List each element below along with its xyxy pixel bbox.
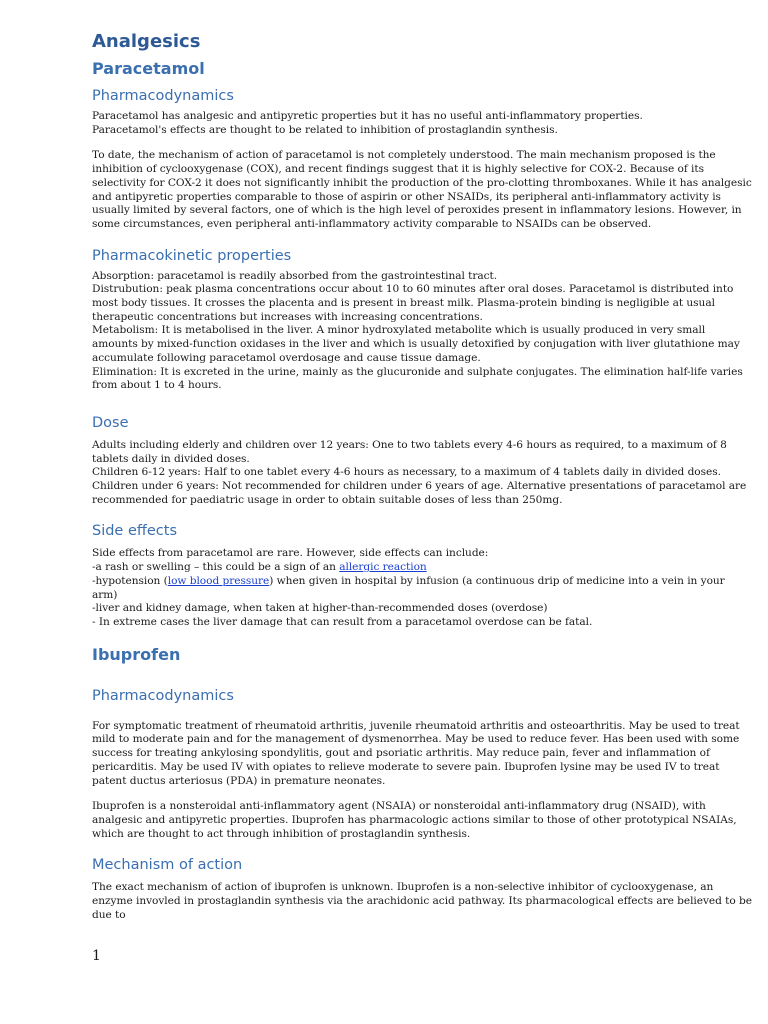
- ibuprofen-pharmacodynamics-heading: Pharmacodynamics: [92, 687, 234, 704]
- pk-absorption: Absorption: paracetamol is readily absorbed from the gastrointestinal tract.: [92, 269, 498, 282]
- dose-adults: Adults including elderly and children over 12 years: One to two tablets every 4-6 hours as required, to a maximum of 8 tablets daily in divided doses.: [92, 438, 727, 465]
- dose-children: Children 6-12 years: Half to one tablet every 4-6 hours as necessary, to a maximum of 4 tablets daily in divided doses.: [92, 466, 721, 479]
- side-effect-rash-text: -a rash or swelling – this could be a sign of an: [92, 561, 340, 574]
- paracetamol-heading: Paracetamol: [92, 59, 205, 78]
- pk-distribution: Distrubution: peak plasma concentrations occur about 10 to 60 minutes after oral doses. Paracetamol is distributed into most body tissues. It crosses the placenta and is present in breast milk. Plasma-protein binding is negligible at usual therapeutic concentrations but increases with increasing concentrations.: [92, 283, 734, 323]
- low-blood-pressure-link[interactable]: low blood pressure: [167, 574, 270, 587]
- side-effect-hypotension: [92, 575, 752, 602]
- side-effect-rash: [92, 561, 752, 575]
- paracetamol-side-effects-heading: Side effects: [92, 523, 178, 540]
- page-number: 1: [92, 948, 101, 964]
- allergic-reaction-link[interactable]: allergic reaction: [339, 561, 427, 574]
- ibuprofen-pd-paragraph-1: For symptomatic treatment of rheumatoid arthritis, juvenile rheumatoid arthritis and osteoarthritis. May be used to treat mild to moderate pain and for the management of dysmenorrhea. May be used to reduce fever. Has been used with some success for treating ankylosing spondylitis, gout and psoriatic arthritis. May reduce pain, fever and inflammation of pericarditis. May be used IV with opiates to relieve moderate to severe pain. Ibuprofen lysine may be used IV to treat patent ductus arteriosus (PDA) in premature neonates.: [92, 719, 740, 787]
- ibuprofen-heading: Ibuprofen: [92, 644, 181, 664]
- ibuprofen-pd-paragraph-2: Ibuprofen is a nonsteroidal anti-inflammatory agent (NSAIA) or nonsteroidal anti-inflammatory drug (NSAID), with analgesic and antipyretic properties. Ibuprofen has pharmacologic actions similar to those of other prototypical NSAIAs, which are thought to act through inhibition of prostaglandin synthesis.: [92, 800, 737, 840]
- paracetamol-pharmacokinetic-heading: Pharmacokinetic properties: [92, 247, 292, 264]
- document-page: [92, 30, 752, 922]
- ibuprofen-mechanism-heading: Mechanism of action: [92, 857, 243, 874]
- paracetamol-pharmacodynamics-heading: Pharmacodynamics: [92, 88, 234, 104]
- side-effect-hypotension-post: ) when given in hospital by infusion (a continuous drip of medicine into a vein in your arm): [92, 574, 725, 601]
- pk-metabolism: Metabolism: It is metabolised in the liver. A minor hydroxylated metabolite which is usually produced in very small amounts by mixed-function oxidases in the liver and which is usually detoxified by conjugation with liver glutathione may accumulate following paracetamol overdosage and cause tissue damage.: [92, 324, 740, 364]
- pk-elimination: Elimination: It is excreted in the urine, mainly as the glucuronide and sulphate conjugates. The elimination half-life varies from about 1 to 4 hours.: [92, 365, 743, 392]
- side-effect-liver: -liver and kidney damage, when taken at higher-than-recommended doses (overdose): [92, 602, 548, 615]
- ibuprofen-moa-paragraph: The exact mechanism of action of ibuprofen is unknown. Ibuprofen is a non-selective inhibitor of cyclooxygenase, an enzyme invovled in prostaglandin synthesis via the arachidonic acid pathway. Its pharmacological effects are believed to be due to: [92, 881, 752, 921]
- paracetamol-pd-line-2: Paracetamol's effects are thought to be related to inhibition of prostaglandin synthesis.: [92, 123, 558, 136]
- side-effect-hypotension-pre: -hypotension (: [92, 574, 168, 587]
- side-effects-intro: Side effects from paracetamol are rare. However, side effects can include:: [92, 547, 489, 560]
- document-title: Analgesics: [92, 31, 201, 52]
- dose-under-6: Children under 6 years: Not recommended for children under 6 years of age. Alternative presentations of paracetamol are recommended for paediatric usage in order to obtain suitable doses of less than 250mg.: [92, 480, 747, 506]
- paracetamol-pd-line-1: Paracetamol has analgesic and antipyretic properties but it has no useful anti-inflammatory properties.: [92, 110, 643, 122]
- paracetamol-pd-paragraph-2: To date, the mechanism of action of paracetamol is not completely understood. The main mechanism proposed is the inhibition of cyclooxygenase (COX), and recent findings suggest that it is highly selective for COX-2. Because of its selectivity for COX-2 it does not significantly inhibit the production of the pro-clotting thromboxanes. While it has analgesic and antipyretic properties comparable to those of aspirin or other NSAIDs, its peripheral anti-inflammatory activity is usually limited by several factors, one of which is the high level of peroxides present in inflammatory lesions. However, in some circumstances, even peripheral anti-inflammatory activity comparable to NSAIDs can be observed.: [92, 149, 752, 230]
- side-effect-extreme: - In extreme cases the liver damage that can result from a paracetamol overdose can be fatal.: [92, 615, 593, 628]
- paracetamol-dose-heading: Dose: [92, 414, 129, 431]
